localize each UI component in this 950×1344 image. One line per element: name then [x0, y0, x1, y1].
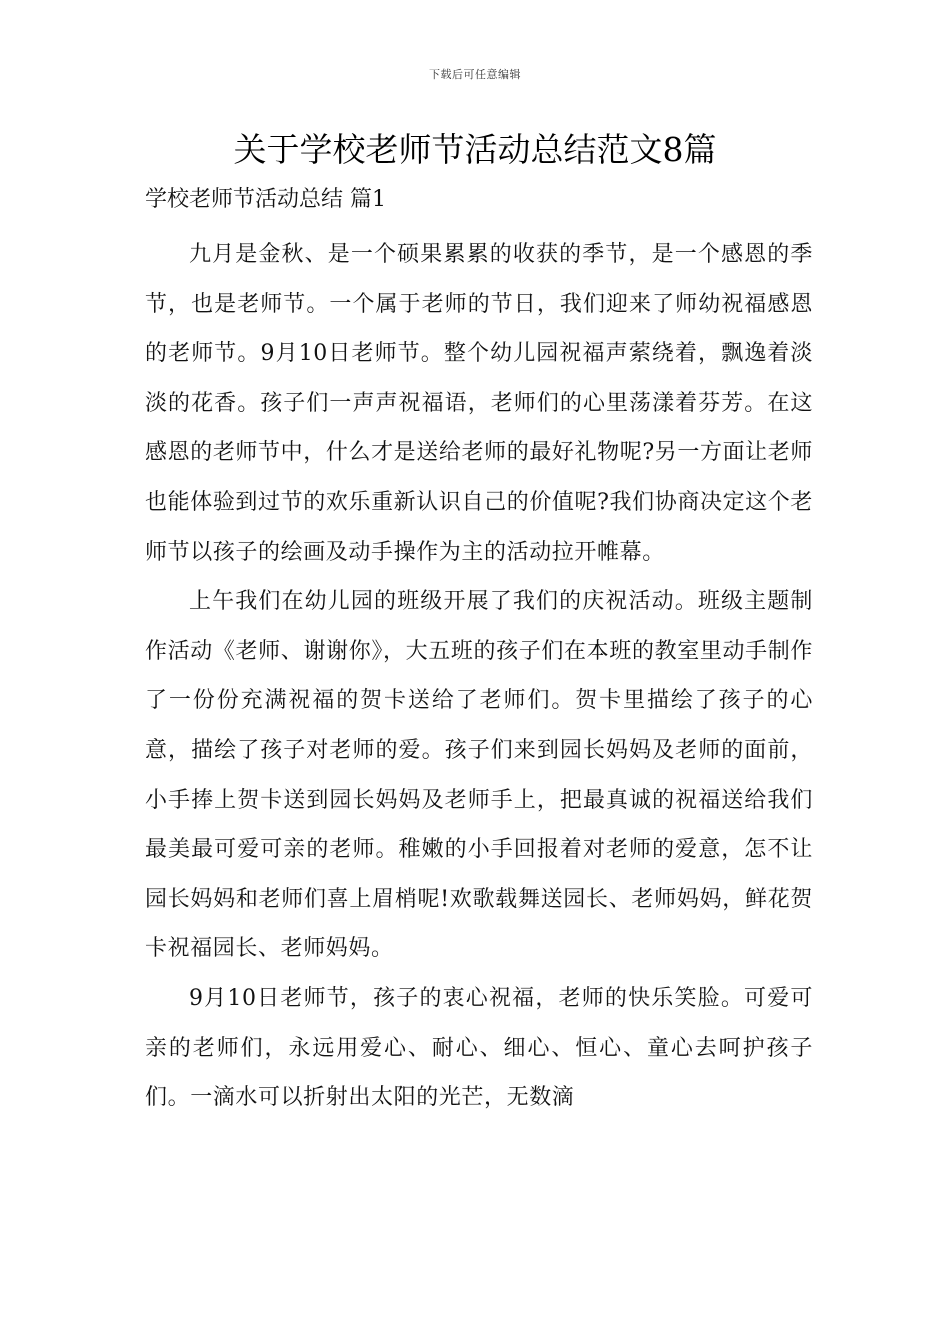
body-text: [145, 230, 813, 1123]
header-note: 下载后可任意编辑: [429, 68, 521, 81]
paragraph: 9月10日老师节，孩子的衷心祝福，老师的快乐笑脸。可爱可亲的老师们，永远用爱心、耐心、细心、恒心、童心去呵护孩子们。一滴水可以折射出太阳的光芒，无数滴: [145, 985, 813, 1111]
document-title: 关于学校老师节活动总结范文8篇: [233, 130, 717, 169]
section-heading: 学校老师节活动总结 篇1: [145, 187, 386, 212]
paragraph: 九月是金秋、是一个硕果累累的收获的季节，是一个感恩的季节，也是老师节。一个属于老师的节日，我们迎来了师幼祝福感恩的老师节。9月10日老师节。整个幼儿园祝福声萦绕着，飘逸着淡淡的花香。孩子们一声声祝福语，老师们的心里荡漾着芬芳。在这感恩的老师节中，什么才是送给老师的最好礼物呢?另一方面让老师也能体验到过节的欢乐重新认识自己的价值呢?我们协商决定这个老师节以孩子的绘画及动手操作为主的活动拉开帷幕。: [145, 242, 813, 565]
paragraph: 上午我们在幼儿园的班级开展了我们的庆祝活动。班级主题制作活动《老师、谢谢你》，大五班的孩子们在本班的教室里动手制作了一份份充满祝福的贺卡送给了老师们。贺卡里描绘了孩子的心意，描绘了孩子对老师的爱。孩子们来到园长妈妈及老师的面前，小手捧上贺卡送到园长妈妈及老师手上，把最真诚的祝福送给我们最美最可爱可亲的老师。稚嫩的小手回报着对老师的爱意，怎不让园长妈妈和老师们喜上眉梢呢!欢歌载舞送园长、老师妈妈，鲜花贺卡祝福园长、老师妈妈。: [145, 589, 813, 962]
